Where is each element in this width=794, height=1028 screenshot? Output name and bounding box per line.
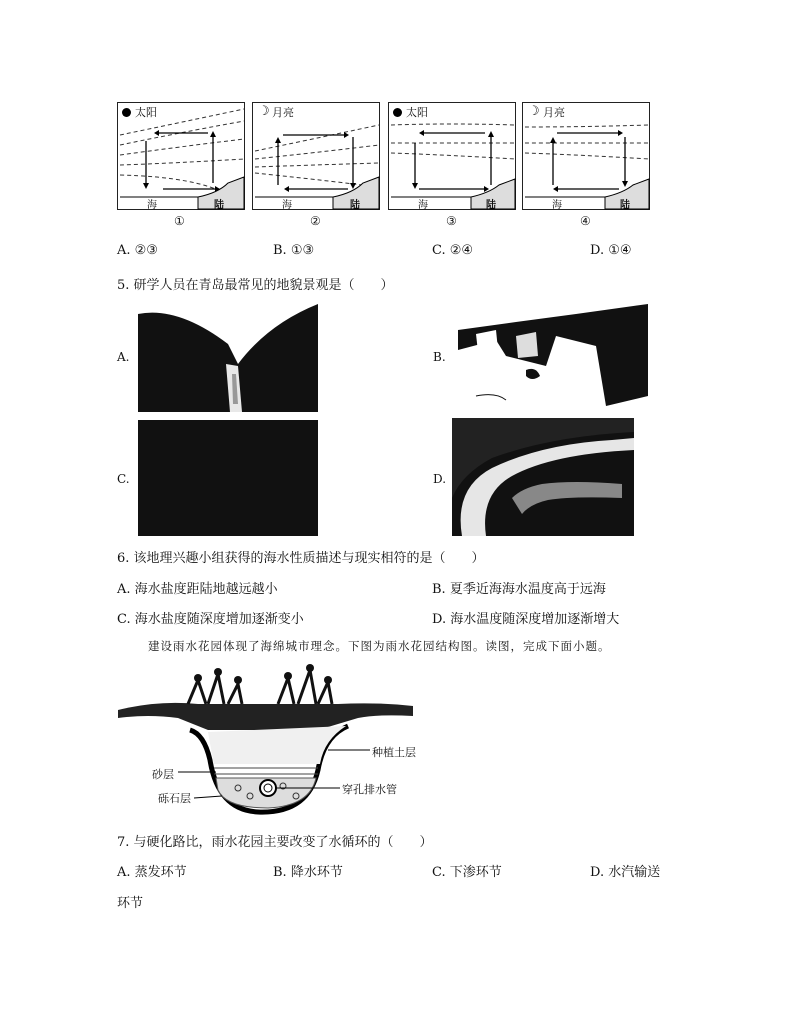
q7-option-b[interactable]: B. 降水环节 — [273, 865, 343, 880]
photo-coast — [456, 296, 648, 414]
diagram-4-number: ④ — [580, 214, 591, 228]
diagram-2-sea: 海 — [282, 200, 292, 211]
q6-option-c[interactable]: C. 海水盐度随深度增加逐渐变小 — [117, 612, 304, 627]
diagram-panel-4 — [522, 102, 650, 210]
diagram-1-sea: 海 — [147, 200, 157, 211]
diagram-2-number: ② — [310, 214, 321, 228]
q5-option-a[interactable]: A. — [117, 350, 130, 364]
label-sand-layer: 砂层 — [152, 768, 174, 781]
diagram-3-label: 太阳 — [406, 106, 428, 119]
q6-option-b[interactable]: B. 夏季近海海水温度高于远海 — [432, 582, 606, 597]
diagram-3-sea: 海 — [418, 200, 428, 211]
q7-option-d-wrap: 环节 — [117, 896, 144, 911]
q4-option-d[interactable]: D. ①④ — [590, 243, 632, 258]
diagram-1-number: ① — [174, 214, 185, 228]
q7-option-c[interactable]: C. 下渗环节 — [432, 865, 502, 880]
q4-option-a[interactable]: A. ②③ — [117, 243, 158, 258]
photo-river-meander — [452, 418, 634, 536]
moon-icon: ☽ — [528, 104, 540, 119]
q5-option-b[interactable]: B. — [433, 350, 446, 364]
q6-option-d[interactable]: D. 海水温度随深度增加逐渐增大 — [432, 612, 620, 627]
diagram-4-sea: 海 — [552, 200, 562, 211]
diagram-2-land: 陆 — [350, 200, 360, 211]
diagram-2-label: 月亮 — [272, 106, 294, 119]
q6-option-a[interactable]: A. 海水盐度距陆地越远越小 — [117, 582, 278, 597]
diagram-4-land: 陆 — [620, 200, 630, 211]
sun-icon — [393, 108, 402, 117]
moon-icon: ☽ — [258, 104, 270, 119]
q7-option-a[interactable]: A. 蒸发环节 — [117, 865, 187, 880]
label-planting-soil: 种植土层 — [372, 746, 416, 759]
q6-stem: 6. 该地理兴趣小组获得的海水性质描述与现实相符的是（ ） — [117, 551, 485, 566]
q4-option-b[interactable]: B. ①③ — [273, 243, 315, 258]
q5-option-c[interactable]: C. — [117, 472, 130, 486]
section-intro: 建设雨水花园体现了海绵城市理念。下图为雨水花园结构图。读图，完成下面小题。 — [148, 639, 611, 653]
q5-option-d[interactable]: D. — [433, 472, 447, 486]
diagram-1-label: 太阳 — [135, 106, 157, 119]
q5-stem: 5. 研学人员在青岛最常见的地貌景观是（ ） — [117, 278, 394, 293]
diagram-3-land: 陆 — [486, 200, 496, 211]
label-perforated-pipe: 穿孔排水管 — [342, 783, 397, 796]
sun-icon — [122, 108, 131, 117]
diagram-1-land: 陆 — [214, 200, 224, 211]
photo-valley — [138, 304, 318, 412]
diagram-4-label: 月亮 — [543, 106, 565, 119]
q7-option-d[interactable]: D. 水汽输送 — [590, 865, 661, 880]
q7-stem: 7. 与硬化路比，雨水花园主要改变了水循环的（ ） — [117, 835, 433, 850]
diagram-3-number: ③ — [446, 214, 457, 228]
q4-option-c[interactable]: C. ②④ — [432, 243, 474, 258]
photo-dark-landscape — [138, 420, 318, 536]
label-gravel-layer: 砾石层 — [158, 792, 191, 805]
